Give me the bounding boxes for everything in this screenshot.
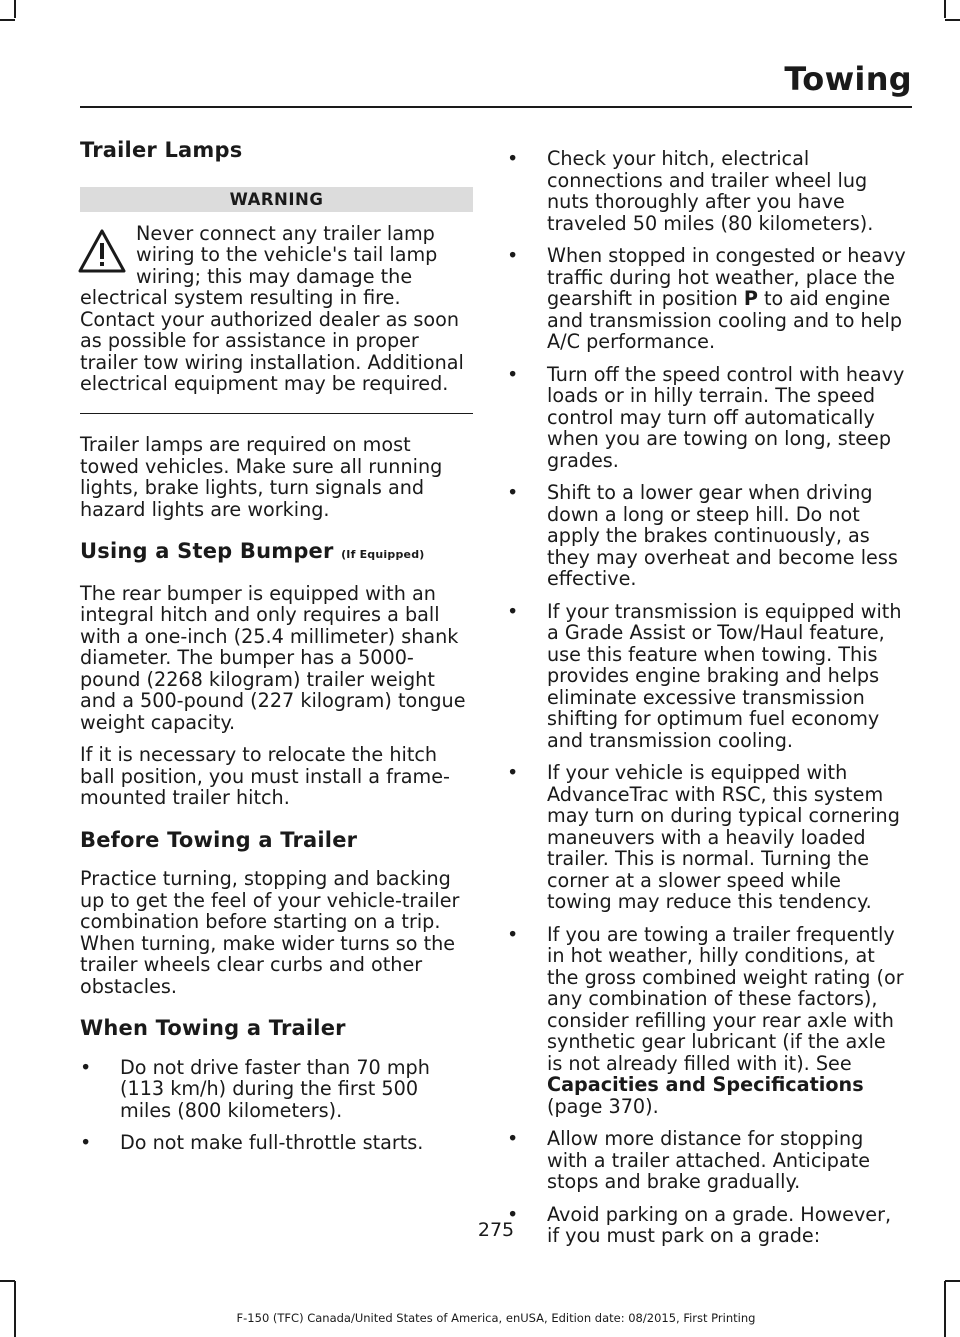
cross-reference-link[interactable]: Capacities and Specifications	[547, 1073, 864, 1096]
list-item-text	[547, 923, 904, 1118]
list-item-text: Check your hitch, electrical connections and trailer wheel lug nuts thoroughly after you have traveled 50 miles (80 kilometers).	[547, 147, 874, 235]
bullet: •	[507, 1202, 519, 1226]
gear-position-p: P	[743, 287, 758, 310]
list-item	[80, 1057, 473, 1122]
text-run: to aid engine and transmission cooling and to help A/C performance.	[547, 287, 903, 353]
crop-mark	[944, 0, 946, 18]
crop-mark	[0, 19, 15, 21]
warning-text: Never connect any trailer lamp wiring to the vehicle's tail lamp wiring; this may damage the electrical system resulting in fire. Contact your authorized dealer as soon as possible for assistance in proper trailer tow wiring installation. Additional electrical equipment may be required.	[80, 221, 464, 395]
crop-mark	[945, 1280, 960, 1282]
warning-label: WARNING	[80, 187, 473, 212]
heading-step-bumper	[80, 541, 473, 566]
list-item-text: Shift to a lower gear when driving down a long or steep hill. Do not apply the brakes continuously, as they may overheat and become less effective.	[547, 481, 898, 590]
list-item-text: Allow more distance for stopping with a trailer attached. Anticipate stops and brake gradually.	[547, 1127, 871, 1193]
step-bumper-paragraph-2: If it is necessary to relocate the hitch ball position, you must install a frame-mounted trailer hitch.	[80, 743, 450, 809]
bullet: •	[507, 147, 519, 170]
bullet: •	[507, 362, 519, 386]
crop-mark	[0, 1280, 15, 1282]
list-item-text: Do not drive faster than 70 mph (113 km/h) during the first 500 miles (800 kilometers).	[120, 1055, 430, 1122]
heading-trailer-lamps: Trailer Lamps	[80, 138, 243, 162]
bullet: •	[80, 1055, 92, 1079]
bullet: •	[507, 1127, 519, 1150]
before-towing-paragraph: Practice turning, stopping and backing up to get the feel of your vehicle-trailer combination before starting on a trip. When turning, make wider turns so the trailer wheels clear curbs and other obstacles.	[80, 867, 460, 998]
list-item	[507, 245, 907, 353]
bullet: •	[507, 481, 519, 504]
page-header	[80, 60, 912, 98]
step-bumper-title: Using a Step Bumper	[80, 539, 334, 563]
list-item	[80, 1132, 473, 1154]
when-towing-list-left	[80, 1057, 473, 1154]
list-item	[507, 601, 907, 752]
left-column	[80, 140, 473, 1165]
bullet: •	[507, 922, 519, 946]
list-item-text: Do not make full-throttle starts.	[120, 1131, 424, 1154]
list-item	[507, 364, 907, 472]
if-equipped-qualifier: (If Equipped)	[341, 548, 425, 561]
header-rule	[80, 106, 912, 108]
text-run: When stopped in congested or heavy traffic during hot weather, place the gearshift in position	[547, 244, 906, 310]
text-run: (page 370).	[547, 1094, 659, 1118]
list-item-text: If your vehicle is equipped with AdvanceTrac with RSC, this system may turn on during typical cornering maneuvers with a heavily loaded trailer. This is normal. Turning the corner at a slower speed while towing may reduce this tendency.	[547, 761, 900, 913]
text-run: If you are towing a trailer frequently in hot weather, hilly conditions, at the gross combined weight rating (or any combination of these factors), consider refilling your rear axle with synthetic gear lubricant (if the axle is not already filled with it). See	[547, 922, 904, 1075]
bullet: •	[507, 599, 519, 623]
bullet: •	[80, 1131, 92, 1154]
list-item-text	[547, 244, 906, 353]
crop-mark	[14, 1281, 16, 1337]
edition-footer: F-150 (TFC) Canada/United States of America, enUSA, Edition date: 08/2015, First Printing	[236, 1311, 756, 1325]
list-item	[507, 1128, 907, 1193]
heading-when-towing: When Towing a Trailer	[80, 1016, 346, 1040]
warning-triangle-icon	[78, 229, 126, 273]
bullet: •	[507, 244, 519, 267]
page-title: Towing	[784, 60, 912, 98]
when-towing-list-right	[507, 148, 907, 1247]
bullet: •	[507, 761, 519, 784]
list-item	[507, 482, 907, 590]
warning-rule	[80, 413, 473, 415]
warning-box	[80, 223, 473, 415]
trailer-lamps-paragraph: Trailer lamps are required on most towed vehicles. Make sure all running lights, brake lights, turn signals and hazard lights are working.	[80, 433, 443, 521]
list-item-text: Avoid parking on a grade. However, if you must park on a grade:	[547, 1202, 892, 1247]
list-item	[507, 762, 907, 913]
page-number: 275	[477, 1219, 515, 1241]
right-column	[507, 148, 907, 1258]
crop-mark	[944, 1281, 946, 1337]
list-item	[507, 924, 907, 1118]
crop-mark	[945, 19, 960, 21]
heading-before-towing: Before Towing a Trailer	[80, 827, 358, 852]
list-item-text: If your transmission is equipped with a Grade Assist or Tow/Haul feature, use this feature when towing. This provides engine braking and helps eliminate excessive transmission shifting for optimum fuel economy and transmission cooling.	[547, 599, 902, 752]
crop-mark	[14, 0, 16, 18]
step-bumper-paragraph-1: The rear bumper is equipped with an integral hitch and only requires a ball with a one-inch (25.4 millimeter) shank diameter. The bumper has a 5000-pound (2268 kilogram) trailer weight and a 500-pound (227 kilogram) tongue weight capacity.	[80, 581, 466, 734]
list-item	[507, 148, 907, 234]
list-item-text: Turn off the speed control with heavy loads or in hilly terrain. The speed control may turn off automatically when you are towing on long, steep grades.	[547, 362, 905, 472]
